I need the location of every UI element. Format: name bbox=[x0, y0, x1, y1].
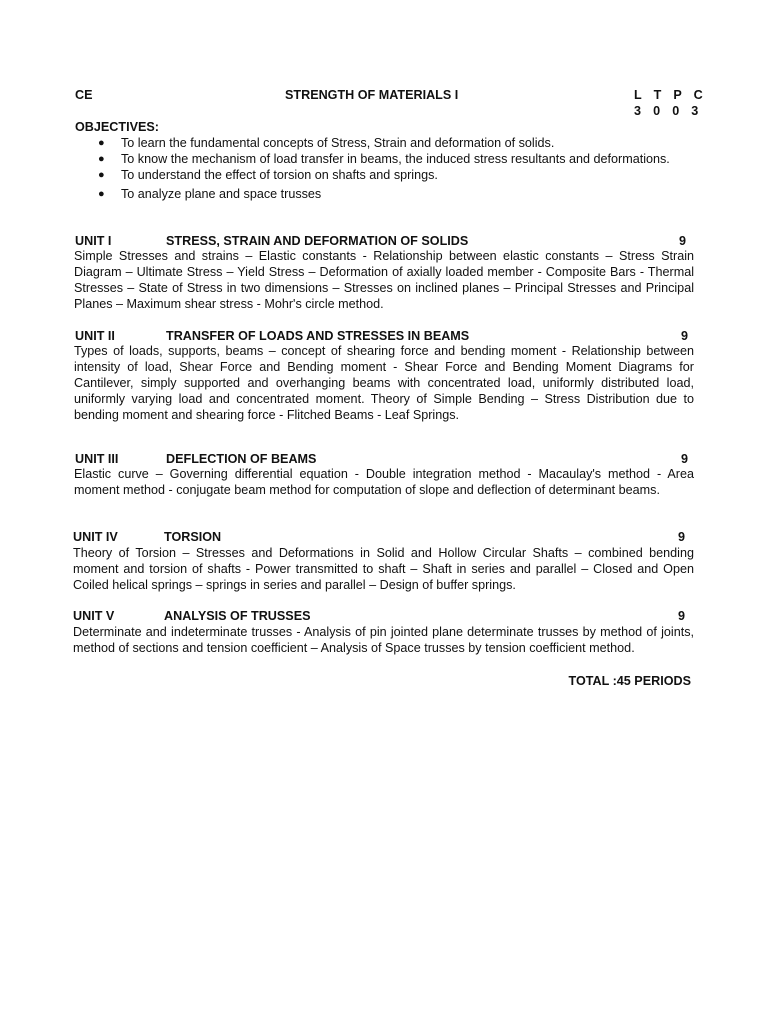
ltpc-values: 3 0 0 3 bbox=[634, 104, 703, 118]
unit-hours: 9 bbox=[681, 329, 689, 343]
course-title: STRENGTH OF MATERIALS I bbox=[285, 88, 459, 102]
unit-hours: 9 bbox=[678, 530, 686, 544]
unit-heading bbox=[0, 608, 768, 624]
unit-content: Types of loads, supports, beams – concept of shearing force and bending moment - Relationship between intensity of load, Shear Force and Bending moment - Shear Force and Bending Moment Diagrams for Cantilever, simply supported and overhanging beams with concentrated load, uniformly distributed load, uniformly varying load and concentrated moment. Theory of Simple Bending – Stress Distribution due to bending moment and shearing force - Flitched Beams - Leaf Springs. bbox=[74, 344, 694, 422]
unit-hours: 9 bbox=[678, 609, 686, 623]
unit-heading bbox=[0, 328, 768, 344]
unit-content: Simple Stresses and strains – Elastic constants - Relationship between elastic constants – Stress Strain Diagram – Ultimate Stress – Yield Stress – Deformation of axially loaded member - Composite Bars - Thermal Stresses – State of Stress in two dimensions – Stresses on inclined planes – Principal Stresses and Principal Planes – Maximum shear stress - Mohr's circle method. bbox=[74, 249, 694, 311]
objective-item: ● To learn the fundamental concepts of Stress, Strain and deformation of solids. bbox=[98, 136, 555, 150]
unit-label: UNIT II bbox=[75, 329, 115, 343]
objectives-list bbox=[98, 135, 694, 202]
unit-label: UNIT IV bbox=[73, 530, 118, 544]
ltpc-labels: L T P C bbox=[634, 88, 708, 102]
unit-content: Theory of Torsion – Stresses and Deformations in Solid and Hollow Circular Shafts – combined bending moment and torsion of shafts - Power transmitted to shaft – Shaft in series and parallel – Closed and Open Coiled helical springs – springs in series and parallel – Design of buffer springs. bbox=[73, 546, 694, 592]
unit-label: UNIT I bbox=[75, 234, 112, 248]
unit-title: TRANSFER OF LOADS AND STRESSES IN BEAMS bbox=[166, 329, 470, 343]
unit-hours: 9 bbox=[681, 452, 689, 466]
unit-title: DEFLECTION OF BEAMS bbox=[166, 452, 317, 466]
bullet-icon: ● bbox=[98, 137, 105, 149]
unit-title: TORSION bbox=[164, 530, 222, 544]
unit-heading bbox=[0, 451, 768, 467]
unit-heading bbox=[0, 529, 768, 545]
unit-label: UNIT III bbox=[75, 452, 119, 466]
unit-content: Elastic curve – Governing differential equation - Double integration method - Macaulay's method - Area moment method - conjugate beam method for computation of slope and deflection of determinant beams. bbox=[74, 467, 694, 497]
bullet-icon: ● bbox=[98, 153, 105, 165]
objective-item: ● To understand the effect of torsion on shafts and springs. bbox=[98, 168, 438, 182]
unit-heading bbox=[0, 233, 768, 249]
objectives-heading: OBJECTIVES: bbox=[75, 120, 159, 134]
bullet-icon: ● bbox=[98, 169, 105, 181]
objective-item: ● To know the mechanism of load transfer in beams, the induced stress resultants and deformations. bbox=[98, 152, 670, 166]
unit-label: UNIT V bbox=[73, 609, 115, 623]
total-periods: TOTAL :45 PERIODS bbox=[568, 674, 691, 688]
unit-title: STRESS, STRAIN AND DEFORMATION OF SOLIDS bbox=[166, 234, 469, 248]
unit-title: ANALYSIS OF TRUSSES bbox=[164, 609, 311, 623]
unit-content: Determinate and indeterminate trusses - Analysis of pin jointed plane determinate trusses by method of joints, method of sections and tension coefficient – Analysis of Space trusses by tension coefficient method. bbox=[73, 625, 694, 655]
unit-hours: 9 bbox=[679, 234, 687, 248]
department-code: CE bbox=[75, 88, 93, 102]
objective-item: ● To analyze plane and space trusses bbox=[98, 187, 322, 201]
bullet-icon: ● bbox=[98, 188, 105, 200]
